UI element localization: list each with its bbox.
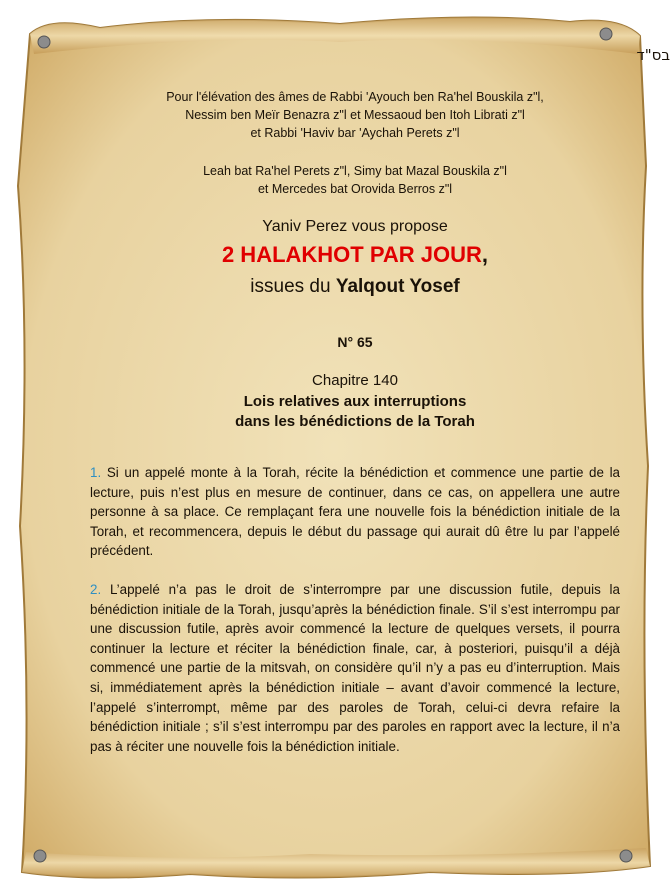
parchment-scroll [10, 6, 670, 888]
main-title [90, 242, 620, 268]
main-title-text: 2 HALAKHOT PAR JOUR [221, 242, 482, 267]
halakha-number: 2. [90, 582, 102, 597]
dedication-block-2 [90, 162, 620, 198]
chapter-subject [90, 392, 620, 432]
halakha-paragraph-1 [90, 463, 620, 561]
source-line [90, 276, 620, 298]
pin-bottom-left [34, 850, 46, 862]
dedication-line: Pour l'élévation des âmes de Rabbi 'Ayouch ben Ra'hel Bouskila z"l, [166, 90, 544, 104]
dedication-line: et Rabbi 'Haviv bar 'Aychah Perets z"l [250, 126, 460, 140]
dedication-line: Nessim ben Meïr Benazra z"l et Messaoud ben Itoh Librati z"l [185, 108, 525, 122]
source-name: Yalqout Yosef [335, 276, 460, 297]
pin-top-left [38, 36, 50, 48]
halakha-number: 1. [90, 465, 102, 480]
halakha-text: L’appelé n’a pas le droit de s’interrompre par une discussion futile, depuis la bénédiction initiale de la Torah, jusqu’après la bénédiction finale. S’il s’est interrompu par une discussion futile, après avoir commencé la lecture de quelques versets, il pourra continuer la lecture et réciter la bénédiction finale, car, à posteriori, puisqu’il a déjà commencé une partie de la mitsvah, on considère qu’il n’y a pas eu d’interruption. Mais si, immédiatement après la bénédiction initiale – avant d’avoir commencé la lecture, l’appelé s’interrompt, même par des paroles de Torah, celui-ci devra refaire la bénédiction initiale ; s’il s’est interrompu par des paroles en rapport avec la lecture, il n’a pas à réciter une nouvelle fois la bénédiction initiale. [90, 582, 620, 754]
subject-line-1: Lois relatives aux interruptions [243, 393, 467, 410]
dedication-line: Leah bat Ra'hel Perets z"l, Simy bat Mazal Bouskila z"l [203, 164, 507, 178]
chapter-title: Chapitre 140 [312, 372, 398, 389]
halakha-text: Si un appelé monte à la Torah, récite la bénédiction et commence une partie de la lecture, puis n’est plus en mesure de continuer, dans ce cas, on appellera une autre personne à sa place. Ce remplaçant fera une nouvelle fois la bénédiction initiale de la Torah, et recommencera, depuis le début du passage qui aurait dû être lu par l’appelé précédent. [90, 465, 620, 559]
source-prefix: issues du [250, 276, 336, 297]
dedication-block-1 [90, 88, 620, 142]
document-content [90, 6, 670, 888]
issue-number: N° 65 [337, 334, 373, 350]
subject-line-2: dans les bénédictions de la Torah [235, 413, 475, 430]
presenter-line: Yaniv Perez vous propose [262, 218, 448, 235]
hebrew-mark: בס"ד [636, 46, 670, 64]
dedication-line: et Mercedes bat Orovida Berros z"l [257, 182, 453, 196]
halakha-paragraph-2 [90, 580, 620, 756]
pin-bottom-right [620, 850, 632, 862]
main-title-punct: , [481, 242, 489, 267]
